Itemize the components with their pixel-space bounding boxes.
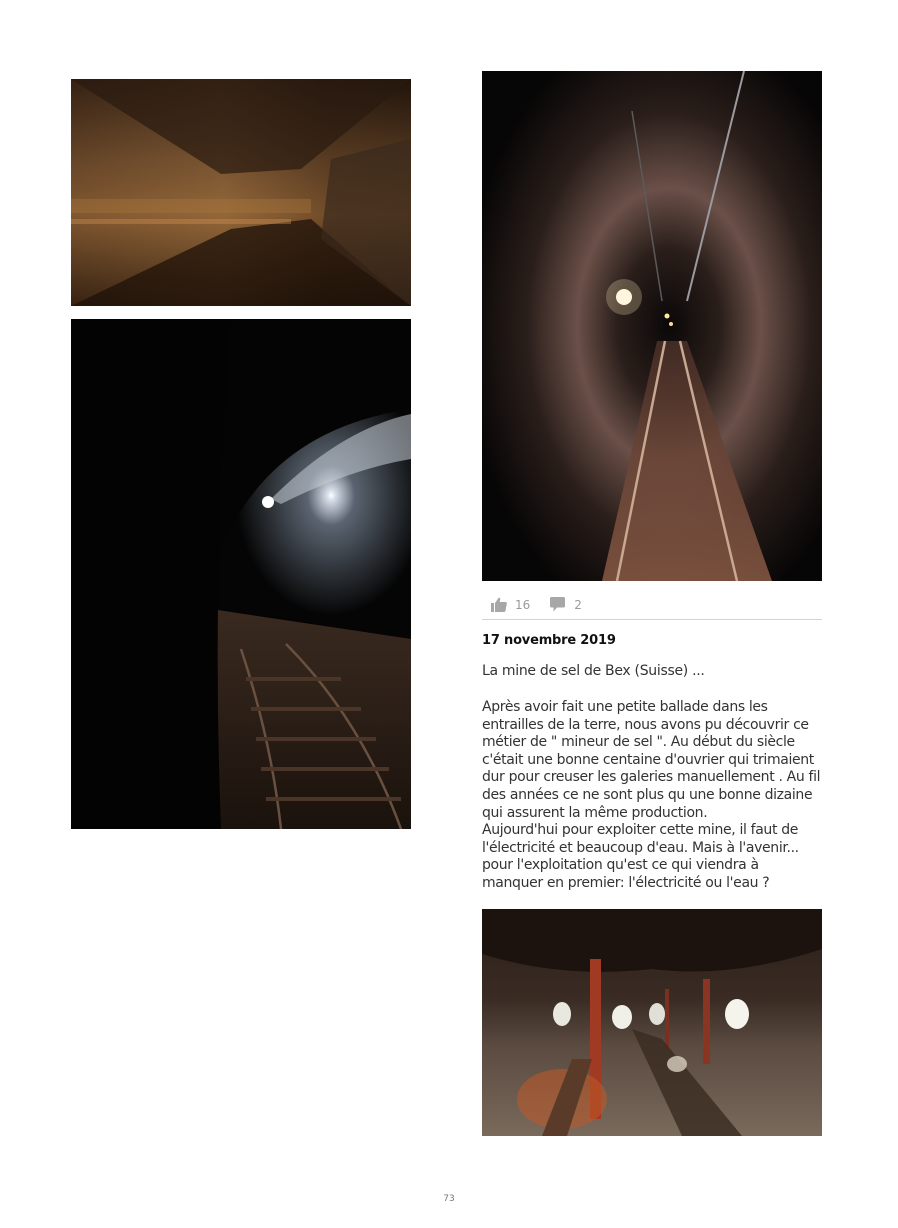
body-line: dur pour creuser les galeries manuellement . Au fil [482, 769, 821, 786]
page-number: 73 [443, 1194, 455, 1204]
body-line: l'électricité et beaucoup d'eau. Mais à l'avenir... [482, 839, 799, 856]
body-line: c'était une bonne centaine d'ouvrier qui trimaient [482, 751, 814, 768]
post-stats-bar [482, 590, 822, 620]
body-line: métier de " mineur de sel ". Au début du siècle [482, 734, 795, 751]
comment-bubble-icon [550, 597, 565, 612]
thumbs-up-icon [491, 597, 507, 612]
comments-counter[interactable] [550, 597, 582, 612]
likes-counter[interactable] [491, 597, 530, 612]
post-body [482, 699, 827, 893]
post-date: 17 novembre 2019 [482, 633, 616, 648]
body-line: qui assurent la même production. [482, 804, 708, 821]
body-line: Après avoir fait une petite ballade dans les [482, 699, 768, 715]
body-line: entrailles de la terre, nous avons pu découvrir ce [482, 716, 809, 733]
post-title: La mine de sel de Bex (Suisse) ... [482, 663, 705, 679]
photo-salt-mine-hall [482, 909, 822, 1136]
photo-tunnel-corridor [71, 79, 411, 306]
comments-count: 2 [574, 597, 582, 612]
body-line: pour l'exploitation qu'est ce qui viendra à [482, 857, 759, 874]
body-line: manquer en premier: l'électricité ou l'eau ? [482, 874, 770, 891]
body-line: des années ce ne sont plus qu une bonne dizaine [482, 786, 813, 803]
photo-tunnel-arch-lamp [71, 319, 411, 829]
photo-tunnel-rails [482, 71, 822, 581]
likes-count: 16 [515, 597, 531, 612]
body-line: Aujourd'hui pour exploiter cette mine, il faut de [482, 822, 798, 839]
